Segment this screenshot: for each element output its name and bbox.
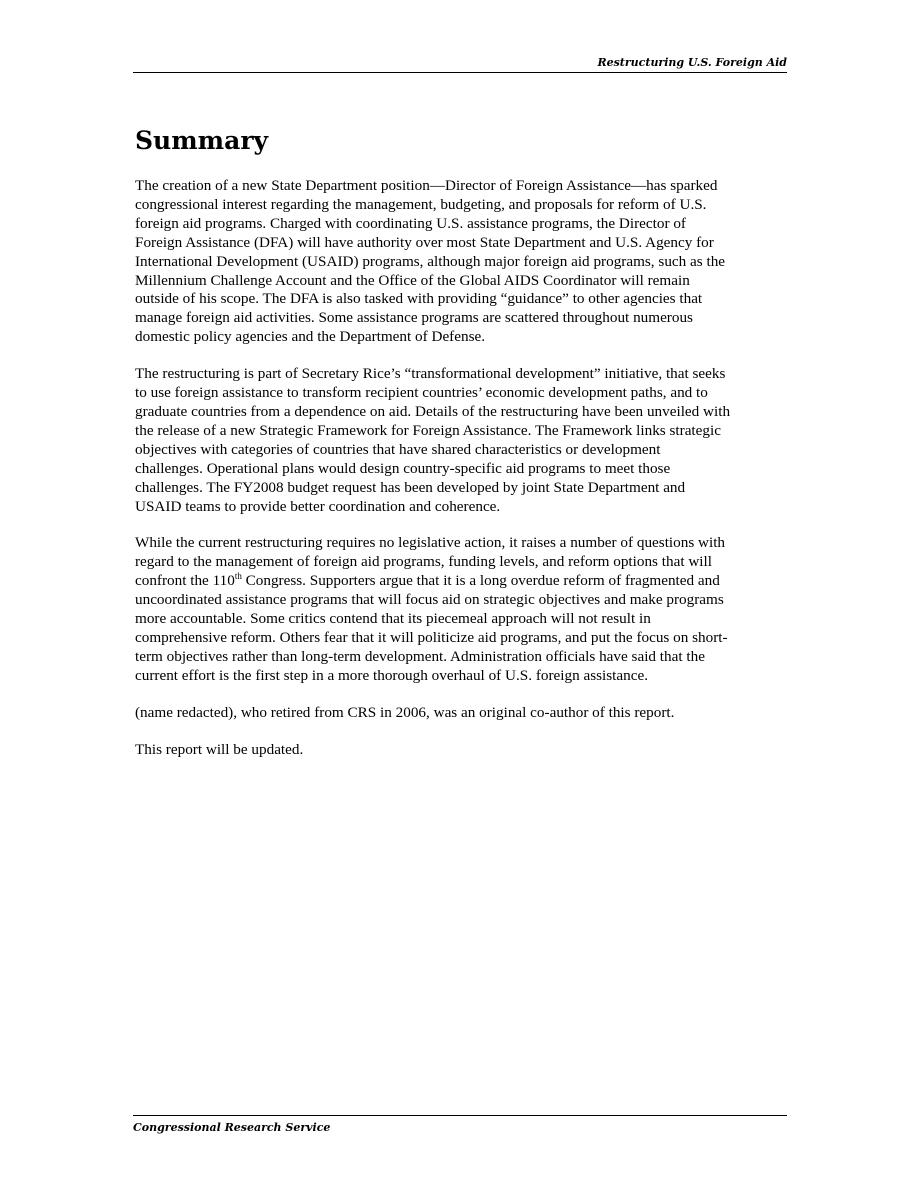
text-line: domestic policy agencies and the Department of Defense. <box>135 328 486 346</box>
text-line: more accountable. Some critics contend that its piecemeal approach will not result in <box>135 610 651 628</box>
text-fragment: confront the 110 <box>135 572 235 590</box>
ordinal-suffix: th <box>234 571 242 582</box>
text-line: challenges. The FY2008 budget request has been developed by joint State Department and <box>135 478 686 496</box>
page-title: Summary <box>135 126 269 155</box>
paragraph-dfa-position <box>135 177 787 347</box>
summary-body <box>135 177 787 777</box>
text-line: objectives with categories of countries that have shared characteristics or development <box>135 440 661 458</box>
text-fragment: Congress. Supporters argue that it is a long overdue reform of fragmented and <box>241 572 720 590</box>
text-line: The restructuring is part of Secretary Rice’s “transformational development” initiative, that seeks <box>135 365 726 383</box>
text-line: Foreign Assistance (DFA) will have authority over most State Department and U.S. Agency for <box>135 233 714 251</box>
paragraph-coauthor-note <box>135 704 787 723</box>
text-line: to use foreign assistance to transform recipient countries’ economic development paths, and to <box>135 384 708 402</box>
text-line: congressional interest regarding the management, budgeting, and proposals for reform of U.S. <box>135 195 707 213</box>
text-line: regard to the management of foreign aid programs, funding levels, and reform options that will <box>135 553 712 571</box>
running-header: Restructuring U.S. Foreign Aid <box>133 56 787 73</box>
text-line: The creation of a new State Department position—Director of Foreign Assistance—has sparked <box>135 177 718 194</box>
text-line: USAID teams to provide better coordination and coherence. <box>135 497 501 515</box>
text-line: term objectives rather than long-term development. Administration officials have said that the <box>135 647 705 665</box>
text-line: While the current restructuring requires no legislative action, it raises a number of questions with <box>135 534 726 552</box>
text-line: manage foreign aid activities. Some assistance programs are scattered throughout numerous <box>135 309 693 327</box>
text-line: graduate countries from a dependence on aid. Details of the restructuring have been unveiled with <box>135 402 731 420</box>
text-line: foreign aid programs. Charged with coordinating U.S. assistance programs, the Director of <box>135 214 686 232</box>
text-line: (name redacted), who retired from CRS in 2006, was an original co-author of this report. <box>135 703 675 721</box>
text-line <box>135 572 787 591</box>
text-line: the release of a new Strategic Framework for Foreign Assistance. The Framework links strategic <box>135 421 721 439</box>
running-footer: Congressional Research Service <box>133 1115 787 1135</box>
text-line: International Development (USAID) programs, although major foreign aid programs, such as the <box>135 252 726 270</box>
text-line: comprehensive reform. Others fear that it will politicize aid programs, and put the focus on short- <box>135 628 728 646</box>
paragraph-legislative-questions <box>135 534 787 685</box>
text-line: uncoordinated assistance programs that will focus aid on strategic objectives and make programs <box>135 591 724 609</box>
paragraph-restructuring <box>135 365 787 516</box>
paragraph-update-note <box>135 741 787 760</box>
text-line: Millennium Challenge Account and the Office of the Global AIDS Coordinator will remain <box>135 271 690 289</box>
text-line: challenges. Operational plans would design country-specific aid programs to meet those <box>135 459 671 477</box>
text-line: This report will be updated. <box>135 740 304 758</box>
text-line: current effort is the first step in a more thorough overhaul of U.S. foreign assistance. <box>135 666 649 684</box>
text-line: outside of his scope. The DFA is also tasked with providing “guidance” to other agencies that <box>135 290 703 308</box>
